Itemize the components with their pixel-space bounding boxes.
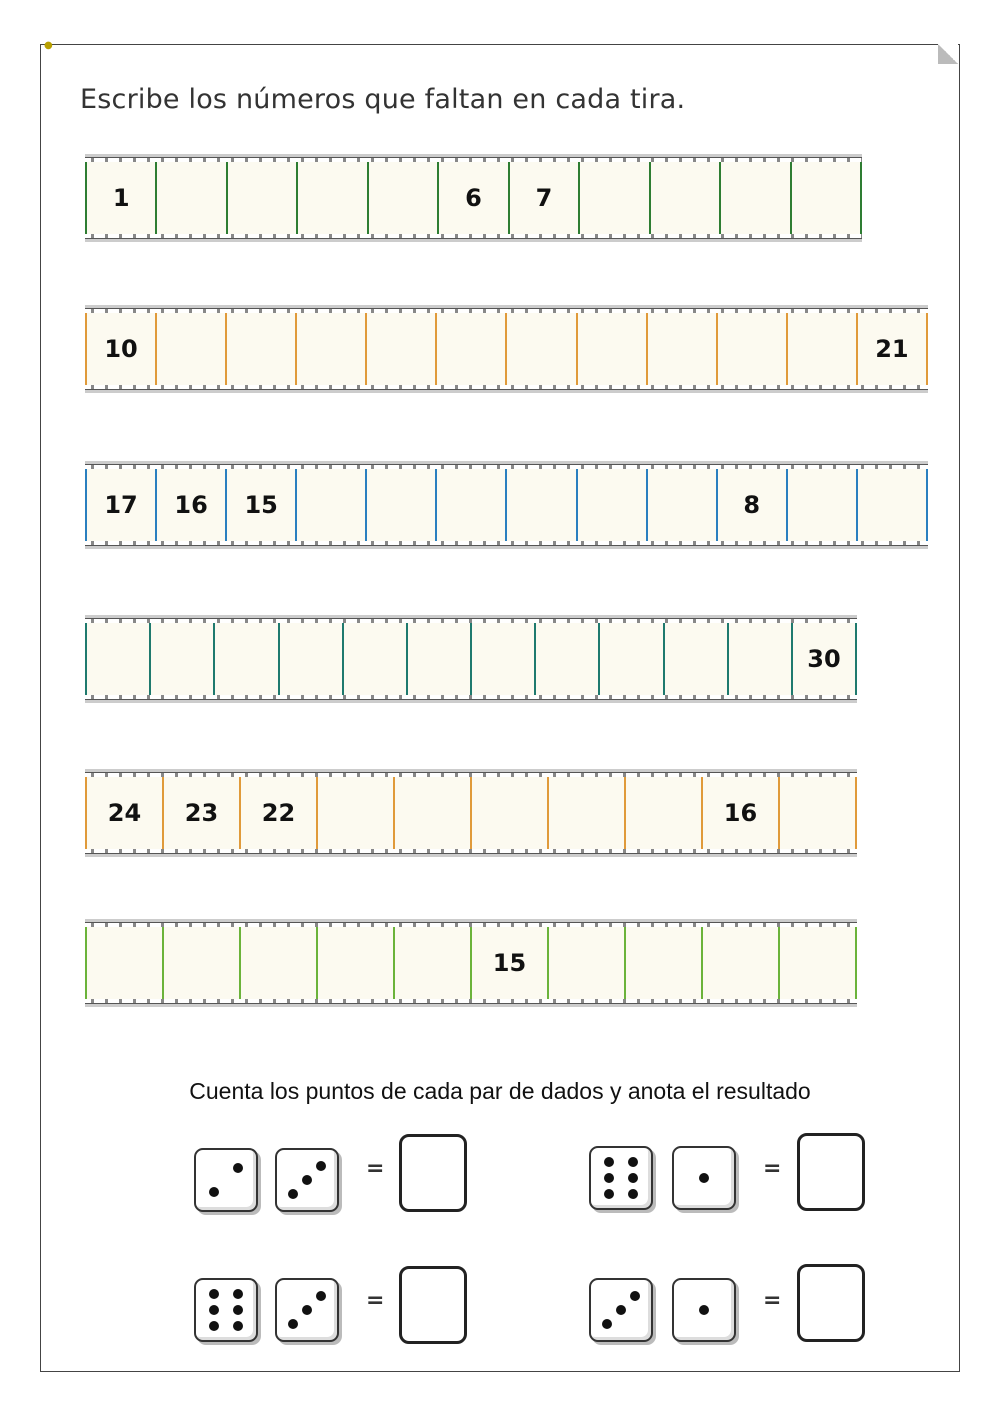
number-strip-1 xyxy=(85,157,862,239)
strip-cell[interactable]: 17 xyxy=(85,469,157,541)
die-pip xyxy=(233,1163,243,1173)
die-icon xyxy=(672,1146,736,1210)
strip-cell[interactable] xyxy=(215,623,279,695)
strip-cell[interactable] xyxy=(549,777,626,849)
die-pip xyxy=(302,1175,312,1185)
strip-cell[interactable] xyxy=(472,623,536,695)
equals-sign: = xyxy=(366,1156,385,1181)
die-pip xyxy=(288,1189,298,1199)
strip-cell[interactable] xyxy=(85,927,164,999)
number-strip-3 xyxy=(85,464,928,546)
strip-cell[interactable]: 16 xyxy=(703,777,780,849)
strip-cell[interactable] xyxy=(228,162,298,234)
strip-cell[interactable] xyxy=(297,313,367,385)
die-pip xyxy=(316,1161,326,1171)
die-pip xyxy=(233,1289,243,1299)
strip-cell[interactable] xyxy=(151,623,215,695)
die-pip xyxy=(209,1305,219,1315)
die-icon xyxy=(194,1278,258,1342)
die-pip xyxy=(233,1321,243,1331)
die-icon xyxy=(275,1148,339,1212)
strip-cell[interactable] xyxy=(703,927,780,999)
die-pip xyxy=(699,1173,709,1183)
strip-cell[interactable] xyxy=(280,623,344,695)
strip-cell[interactable] xyxy=(395,777,472,849)
strip-cell[interactable] xyxy=(85,623,151,695)
answer-box[interactable] xyxy=(399,1134,467,1212)
die-pip xyxy=(209,1289,219,1299)
strip-cell[interactable] xyxy=(718,313,788,385)
die-pip xyxy=(316,1291,326,1301)
die-pip xyxy=(628,1173,638,1183)
die-pip xyxy=(209,1187,219,1197)
die-pip xyxy=(630,1291,640,1301)
die-pip xyxy=(628,1157,638,1167)
strip-cell[interactable] xyxy=(600,623,664,695)
strip-cell[interactable] xyxy=(665,623,729,695)
strip-cell[interactable] xyxy=(298,162,368,234)
strip-cell[interactable] xyxy=(318,777,395,849)
strip-cell[interactable]: 7 xyxy=(510,162,580,234)
die-icon xyxy=(194,1148,258,1212)
strip-cell[interactable] xyxy=(318,927,395,999)
strip-cell[interactable] xyxy=(788,313,858,385)
strip-cell[interactable] xyxy=(721,162,791,234)
strip-cell[interactable]: 21 xyxy=(858,313,928,385)
number-strip-6 xyxy=(85,922,857,1004)
strip-cell[interactable] xyxy=(241,927,318,999)
strip-cell[interactable] xyxy=(792,162,862,234)
die-pip xyxy=(699,1305,709,1315)
answer-box[interactable] xyxy=(797,1133,865,1211)
strip-cell[interactable]: 15 xyxy=(472,927,549,999)
die-pip xyxy=(616,1305,626,1315)
dice-instruction: Cuenta los puntos de cada par de dados y anota el resultado xyxy=(189,1078,811,1104)
strip-cell[interactable] xyxy=(549,927,626,999)
die-icon xyxy=(589,1146,653,1210)
strip-cell[interactable] xyxy=(437,313,507,385)
strip-cell[interactable] xyxy=(780,927,857,999)
strip-cell[interactable] xyxy=(580,162,650,234)
strip-cell[interactable] xyxy=(227,313,297,385)
strip-cell[interactable] xyxy=(626,927,703,999)
die-pip xyxy=(233,1305,243,1315)
die-icon xyxy=(589,1278,653,1342)
strip-cell[interactable] xyxy=(369,162,439,234)
strip-cell[interactable] xyxy=(367,313,437,385)
strip-cell[interactable] xyxy=(164,927,241,999)
strip-cell[interactable] xyxy=(578,469,648,541)
strip-cell[interactable] xyxy=(437,469,507,541)
strip-cell[interactable]: 15 xyxy=(227,469,297,541)
die-pip xyxy=(602,1319,612,1329)
die-pip xyxy=(209,1321,219,1331)
equals-sign: = xyxy=(763,1288,782,1313)
page-title: Escribe los números que faltan en cada tira. xyxy=(80,84,686,115)
strip-cell[interactable]: 22 xyxy=(241,777,318,849)
answer-box[interactable] xyxy=(797,1264,865,1342)
equals-sign: = xyxy=(763,1156,782,1181)
strip-cell[interactable]: 6 xyxy=(439,162,509,234)
strip-cell[interactable] xyxy=(729,623,793,695)
strip-cell[interactable]: 24 xyxy=(85,777,164,849)
pin-icon: ● xyxy=(44,40,53,51)
strip-cell[interactable] xyxy=(395,927,472,999)
die-pip xyxy=(628,1189,638,1199)
strip-cell[interactable]: 16 xyxy=(157,469,227,541)
strip-cell[interactable] xyxy=(858,469,928,541)
die-pip xyxy=(604,1157,614,1167)
answer-box[interactable] xyxy=(399,1266,467,1344)
strip-cell[interactable]: 30 xyxy=(793,623,857,695)
die-pip xyxy=(604,1189,614,1199)
die-pip xyxy=(604,1173,614,1183)
number-strip-5 xyxy=(85,772,857,854)
strip-cell[interactable] xyxy=(648,469,718,541)
strip-cell[interactable] xyxy=(780,777,857,849)
strip-cell[interactable]: 8 xyxy=(718,469,788,541)
strip-cell[interactable] xyxy=(408,623,472,695)
strip-cell[interactable] xyxy=(648,313,718,385)
strip-cell[interactable] xyxy=(367,469,437,541)
number-strip-2 xyxy=(85,308,928,390)
strip-cell[interactable] xyxy=(297,469,367,541)
strip-cell[interactable] xyxy=(788,469,858,541)
strip-cell[interactable]: 1 xyxy=(85,162,157,234)
strip-cell[interactable] xyxy=(507,313,577,385)
number-strip-4 xyxy=(85,618,857,700)
strip-cell[interactable]: 10 xyxy=(85,313,157,385)
strip-cell[interactable] xyxy=(507,469,577,541)
die-pip xyxy=(302,1305,312,1315)
die-pip xyxy=(288,1319,298,1329)
die-icon xyxy=(672,1278,736,1342)
page-corner-fold xyxy=(938,44,958,64)
strip-cell[interactable] xyxy=(536,623,600,695)
strip-cell[interactable] xyxy=(472,777,549,849)
strip-cell[interactable] xyxy=(626,777,703,849)
die-icon xyxy=(275,1278,339,1342)
strip-cell[interactable] xyxy=(157,313,227,385)
strip-cell[interactable] xyxy=(578,313,648,385)
strip-cell[interactable]: 23 xyxy=(164,777,241,849)
equals-sign: = xyxy=(366,1288,385,1313)
strip-cell[interactable] xyxy=(344,623,408,695)
strip-cell[interactable] xyxy=(651,162,721,234)
strip-cell[interactable] xyxy=(157,162,227,234)
